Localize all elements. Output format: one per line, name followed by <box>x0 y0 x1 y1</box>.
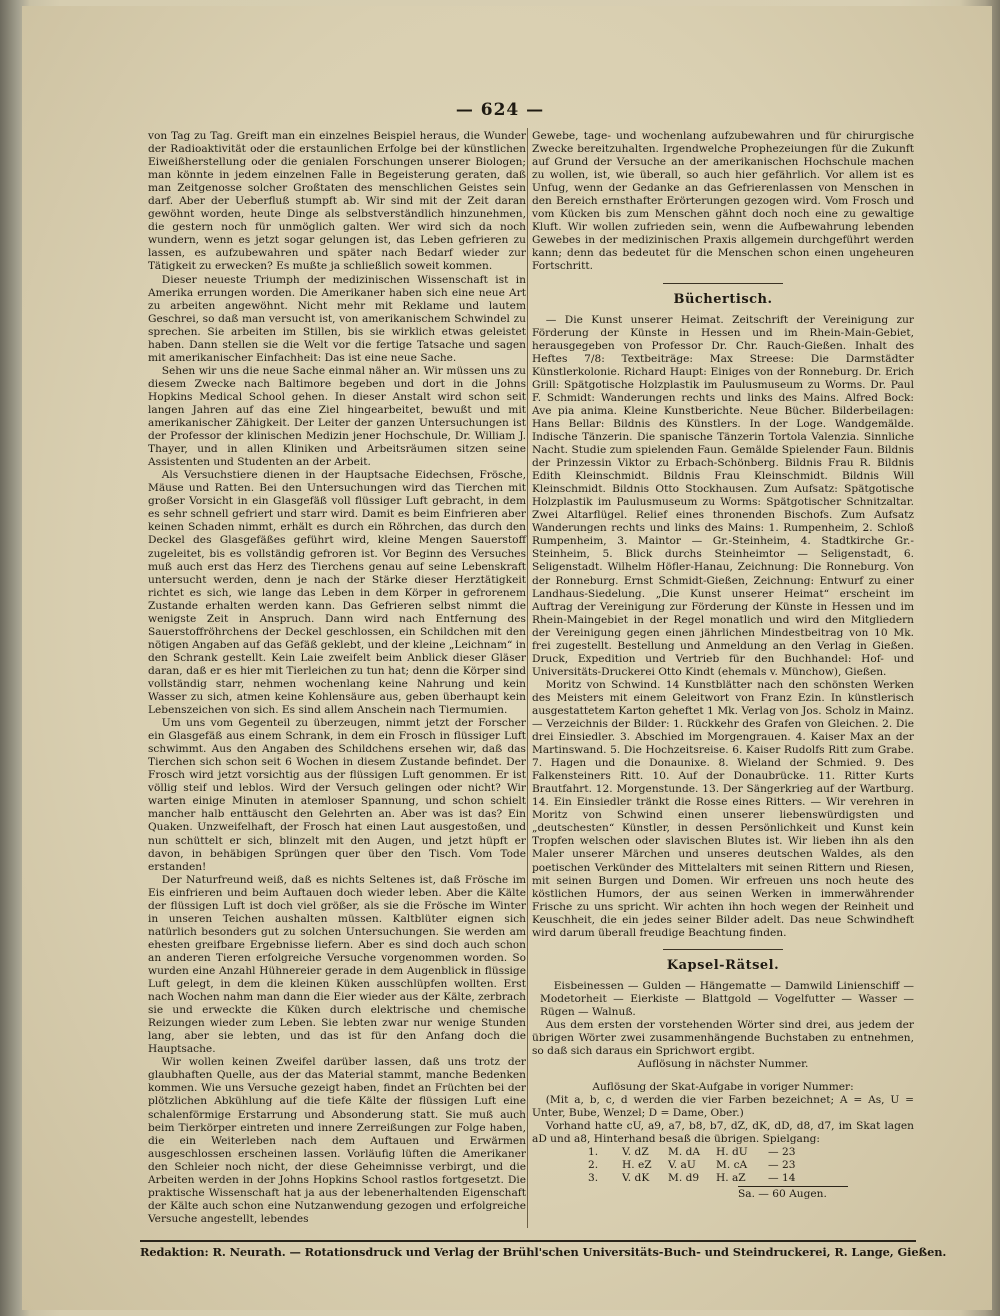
tally-cell: — 23 <box>768 1146 796 1159</box>
tally-cell: 1. <box>588 1146 599 1159</box>
skat-legend: (Mit a, b, c, d werden die vier Farben bezeichnet; A = As, U = Unter, Bube, Wenzel; D = Dame, Ober.) <box>532 1094 914 1120</box>
tally-cell: V. dK <box>622 1172 650 1185</box>
article-paragraph: Sehen wir uns die neue Sache einmal näher an. Wir müssen uns zu diesem Zwecke nach Baltimore begeben und dort in die Johns Hopkins Medical School gehen. In dieser Anstalt wird schon seit langen Jahren auf das eine Ziel hingearbeitet, bewußt und mit amerikanischer Zähigkeit. Der Leiter der ganzen Untersuchungen ist der Professor der klinischen Medizin jener Hochschule, Dr. William J. Thayer, und in allen Kliniken und Arbeitsräumen sitzen seine Assistenten und Studenten an der Arbeit. <box>148 364 526 469</box>
tally-cell: M. dA <box>668 1146 701 1159</box>
article-paragraph: Um uns vom Gegenteil zu überzeugen, nimmt jetzt der Forscher ein Glasgefäß aus einem Schrank, in dem ein Frosch in flüssiger Luft schwimmt. Aus den Angaben des Schildchens ersehen wir, daß das Tierchen sich schon seit 6 Wochen in diesem Zustande befindet. Der Frosch wird jetzt vorsichtig aus der flüssigen Luft genommen. Er ist völlig steif und leblos. Wird der Versuch gelingen oder nicht? Wir warten einige Minuten in atemloser Spannung, und schon schielt mancher halb enttäuscht den Gelehrten an. Aber was ist das? Ein Quaken. Unzweifelhaft, der Frosch hat einen Laut ausgestoßen, und nun schüttelt er sich, blinzelt mit den Augen, und jetzt hüpft er davon, in behäbigen Sprüngen quer über den Tisch. Vom Tode erstanden! <box>148 717 526 873</box>
tally-cell: M. d9 <box>668 1172 700 1185</box>
right-column <box>532 130 914 1201</box>
buechertisch-heading: Büchertisch. <box>673 291 773 307</box>
skat-deal: Vorhand hatte cU, a9, a7, b8, b7, dZ, dK, dD, d8, d7, im Skat lagen aD und a8, Hinterhand besaß die übrigen. Spielgang: <box>532 1120 914 1146</box>
page-number: — 624 — <box>455 100 545 120</box>
riddle-words: Eisbeinessen — Gulden — Hängematte — Damwild Linienschiff — Modetorheit — Eierkiste — Blattgold — Vogelfutter — Wasser — Rügen — Walnuß. <box>540 979 914 1018</box>
tally-cell: M. cA <box>716 1159 748 1172</box>
book-review-paragraph: — Die Kunst unserer Heimat. Zeitschrift der Vereinigung zur Förderung der Künste in Hessen und im Rhein-Main-Gebiet, herausgegeben von Professor Dr. Chr. Rauch-Gießen. Inhalt des Heftes 7/8: Textbeiträge: Max Streese: Die Darmstädter Künstlerkolonie. Richard Haupt: Einiges von der Ronneburg. Dr. Erich Grill: Spätgotische Holzplastik im Paulusmuseum zu Worms. Dr. Paul F. Schmidt: Wanderungen rechts und links des Mains. Alfred Bock: Ave pia anima. Kleine Kunstberichte. Neue Bücher. Bilderbeilagen: Hans Bellar: Bildnis des Künstlers. In der Loge. Wandgemälde. Indische Tänzerin. Die spanische Tänzerin Tortola Valenzia. Sinnliche Nacht. Studie zum spielenden Faun. Gemälde Spielender Faun. Bildnis der Prinzessin Viktor zu Erbach-Schönberg. Bildnis Frau R. Bildnis Edith Kleinschmidt. Bildnis Frau Kleinschmidt. Bildnis Will Kleinschmidt. Bildnis Otto Stockhausen. Zum Aufsatz: Spätgotische Holzplastik im Paulusmuseum zu Worms: Spätgotischer Schnitzaltar. Zwei Altarflügel. Relief eines thronenden Bischofs. Zum Aufsatz Wanderungen rechts und links des Mains: 1. Rumpenheim, 2. Schloß Rumpenheim, 3. Maintor — Gr.-Steinheim, 4. Stadtkirche Gr.-Steinheim, 5. Blick durchs Steinheimtor — Seligenstadt, 6. Seligenstadt. Wilhelm Höfler-Hanau, Zeichnung: Die Ronneburg. Von der Ronneburg. Ernst Schmidt-Gießen, Zeichnung: Entwurf zu einer Landhaus-Siedelung. „Die Kunst unserer Heimat“ erscheint im Auftrag der Vereinigung zur Förderung der Künste in Hessen und im Rhein-Maingebiet in der Regel monatlich und wird den Mitgliedern der Vereinigung gegen einen jährlichen Mindestbeitrag von 10 Mk. frei zugestellt. Bestellung und Anmeldung an den Verlag in Gießen. Druck, Expedition und Vertrieb für den Buchhandel: Hof- und Universitäts-Druckerei Otto Kindt (ehemals v. Münchow), Gießen. <box>532 313 914 678</box>
skat-tally <box>588 1146 914 1185</box>
footer-rule <box>140 1240 916 1242</box>
article-paragraph: Dieser neueste Triumph der medizinischen Wissenschaft ist in Amerika errungen worden. Die Amerikaner haben sich eine neue Art zu arbeiten angewöhnt. Nicht mehr mit Reklame und lautem Geschrei, so daß man versucht ist, von amerikanischem Schwindel zu sprechen. Sie arbeiten im Stillen, bis sie wirklich etwas geleistet haben. Dann stellen sie die Welt vor die fertige Tatsache und sagen mit amerikanischer Einfachheit: Das ist eine neue Sache. <box>148 273 526 364</box>
tally-cell: 3. <box>588 1172 599 1185</box>
tally-cell: V. dZ <box>622 1146 649 1159</box>
tally-cell: H. aZ <box>716 1172 746 1185</box>
tally-cell: H. eZ <box>622 1159 652 1172</box>
tally-cell: V. aU <box>668 1159 696 1172</box>
tally-cell: H. dU <box>716 1146 748 1159</box>
imprint-footer: Redaktion: R. Neurath. — Rotationsdruck und Verlag der Brühl'schen Universitäts-Buch- und Steindruckerei, R. Lange, Gießen. <box>140 1245 947 1259</box>
article-paragraph: Als Versuchstiere dienen in der Hauptsache Eidechsen, Frösche, Mäuse und Ratten. Bei den Untersuchungen wird das Tierchen mit großer Vorsicht in ein Glasgefäß voll flüssiger Luft gebracht, in dem es sehr schnell gefriert und starr wird. Damit es beim Einfrieren aber keinen Schaden nimmt, erhält es durch ein Röhrchen, das durch den Deckel des Glasgefäßes geführt wird, kleine Mengen Sauerstoff zugeleitet, bis es vollständig gefroren ist. Vor Beginn des Versuches muß auch erst das Herz des Tierchens genau auf seine Lebenskraft untersucht werden, denn je nach der Stärke dieser Herztätigkeit richtet es sich, wie lange das Leben in dem Körper in gefrorenem Zustande erhalten werden kann. Das Gefrieren selbst nimmt die wenigste Zeit in Anspruch. Dann wird nach Entfernung des Sauerstoffröhrchens der Deckel geschlossen, ein Schildchen mit den nötigen Angaben auf das Gefäß geklebt, und der kleine „Leichnam“ in den Schrank gestellt. Kein Laie zweifelt beim Anblick dieser Gläser daran, daß er es hier mit Tierleichen zu tun hat; denn die Körper sind vollständig starr, nehmen wochenlang keine Nahrung und kein Wasser zu sich, atmen keine Kohlensäure aus, geben überhaupt kein Lebenszeichen von sich. Es sind allem Anschein nach Tiermumien. <box>148 469 526 717</box>
left-column <box>148 130 526 1226</box>
article-paragraph: Der Naturfreund weiß, daß es nichts Seltenes ist, daß Frösche im Eis einfrieren und beim Auftauen doch wieder leben. Aber die Kälte der flüssigen Luft ist doch viel größer, als sie die Frösche im Winter in unseren Teichen aushalten müssen. Kaltblüter eignen sich natürlich besonders gut zu solchen Untersuchungen. Sie werden am ehesten greifbare Ergebnisse liefern. Aber es sind doch auch schon an anderen Tieren erfolgreiche Versuche vorgenommen worden. So wurden eine Anzahl Hühnereier gerade in dem Augenblick in flüssige Luft gelegt, in dem die kleinen Küken ausschlüpfen wollten. Erst nach Wochen nahm man dann die Eier wieder aus der Kälte, zerbrach sie und erweckte die Küken durch elektrische und chemische Reizungen wieder zum Leben. Sie lebten zwar nur wenige Stunden lang, aber sie lebten, und das ist für den Anfang doch die Hauptsache. <box>148 873 526 1056</box>
column-divider <box>527 128 528 1228</box>
riddle-note: Auflösung in nächster Nummer. <box>637 1058 809 1071</box>
article-paragraph: Wir wollen keinen Zweifel darüber lassen, daß uns trotz der glaubhaften Quelle, aus der das Material stammt, manche Bedenken kommen. Wie uns Versuche gezeigt haben, findet an Früchten bei der plötzlichen Abkühlung auf die tiefe Kälte der flüssigen Luft eine schalenförmige Erstarrung und Absonderung statt. Sie muß auch beim Tierkörper eintreten und innere Zerreißungen zur Folge haben, die ein Weiterleben nach dem Auftauen und Erwärmen ausgeschlossen erscheinen lassen. Vorläufig lüften die Amerikaner den Schleier noch nicht, der diese Geheimnisse verbirgt, und die Arbeiten werden in der Johns Hopkins School rastlos fortgesetzt. Die praktische Wissenschaft hat ja aus der lebenerhaltenden Eigenschaft der Kälte auch schon eine Nutzanwendung gezogen und erfolgreiche Versuche angestellt, lebendes <box>148 1056 526 1225</box>
tally-cell: — 23 <box>768 1159 796 1172</box>
tally-cell: — 14 <box>768 1172 796 1185</box>
riddle-instruction: Aus dem ersten der vorstehenden Wörter sind drei, aus jedem der übrigen Wörter zwei zusammenhängende Buchstaben zu entnehmen, so daß sich daraus ein Sprichwort ergibt. <box>532 1019 914 1058</box>
section-divider <box>663 283 783 284</box>
section-divider <box>663 949 783 950</box>
kapsel-raetsel-heading: Kapsel-Rätsel. <box>666 957 780 973</box>
skat-heading: Auflösung der Skat-Aufgabe in voriger Nummer: <box>592 1081 854 1094</box>
book-review-paragraph: Moritz von Schwind. 14 Kunstblätter nach den schönsten Werken des Meisters mit einem Geleitwort von Franz Ezin. In künstlerisch ausgestattetem Karton geheftet 1 Mk. Verlag von Jos. Scholz in Mainz. — Verzeichnis der Bilder: 1. Rückkehr des Grafen von Gleichen. 2. Die drei Einsiedler. 3. Abschied im Morgengrauen. 4. Kaiser Max an der Martinswand. 5. Die Hochzeitsreise. 6. Kaiser Rudolfs Ritt zum Grabe. 7. Hagen und die Donaunixe. 8. Wieland der Schmied. 9. Des Falkensteiners Ritt. 10. Auf der Donaubrücke. 11. Ritter Kurts Brautfahrt. 12. Morgenstunde. 13. Der Sängerkrieg auf der Wartburg. 14. Ein Einsiedler tränkt die Rosse eines Ritters. — Wir verehren in Moritz von Schwind einen unserer liebenswürdigsten und „deutschesten“ Künstler, in dessen Persönlichkeit und Kunst kein Tropfen welschen oder slavischen Blutes ist. Wir lieben ihn als den Maler unserer Märchen und unseres deutschen Waldes, als den poetischen Verkünder des Mittelalters mit seinen Rittern und Riesen, mit seinen Burgen und Domen. Wir erfreuen uns noch heute des köstlichen Humors, der aus seinen Werken in immerwährender Frische zu uns spricht. Wir achten ihn hoch wegen der Reinheit und Keuschheit, die ein jedes seiner Bilder adelt. Das neue Schwindheft wird darum überall freudige Beachtung finden. <box>532 678 914 939</box>
article-paragraph: von Tag zu Tag. Greift man ein einzelnes Beispiel heraus, die Wunder der Radioaktivität oder die erstaunlichen Erfolge bei der künstlichen Eiweißherstellung oder die genialen Forschungen unserer Biologen; man könnte in jedem einzelnen Falle in Begeisterung geraten, daß man Zeitgenosse solcher Großtaten des menschlichen Geistes sein darf. Aber der Ueberfluß stumpft ab. Wir sind mit der Zeit daran gewöhnt worden, heute Dinge als selbstverständlich hinzunehmen, die gestern noch für unmöglich galten. Wer wird sich da noch wundern, wenn es jetzt sogar gelungen ist, das Leben gefrieren zu lassen, es aufzubewahren und später nach Bedarf wieder zur Tätigkeit zu erwecken? Es mußte ja schließlich soweit kommen. <box>148 130 526 273</box>
skat-total: Sa. — 60 Augen. <box>738 1186 848 1201</box>
article-paragraph: Gewebe, tage- und wochenlang aufzubewahren und für chirurgische Zwecke bereitzuhalten. Irgendwelche Prophezeiungen für die Zukunft auf Grund der Versuche an der amerikanischen Hochschule machen zu wollen, ist, wie überall, so auch hier gefährlich. Vor allem ist es Unfug, wenn der Gedanke an das Gefrierenlassen von Menschen in den Bereich ernsthafter Erörterungen gezogen wird. Vom Frosch und vom Kücken bis zum Menschen gähnt doch noch eine zu gewaltige Kluft. Wir wollen zufrieden sein, wenn die Aufbewahrung lebenden Gewebes in der medizinischen Praxis allgemein durchgeführt werden kann; denn das bedeutet für die Menschen schon einen ungeheuren Fortschritt. <box>532 130 914 273</box>
tally-cell: 2. <box>588 1159 599 1172</box>
page-header <box>0 100 1000 120</box>
